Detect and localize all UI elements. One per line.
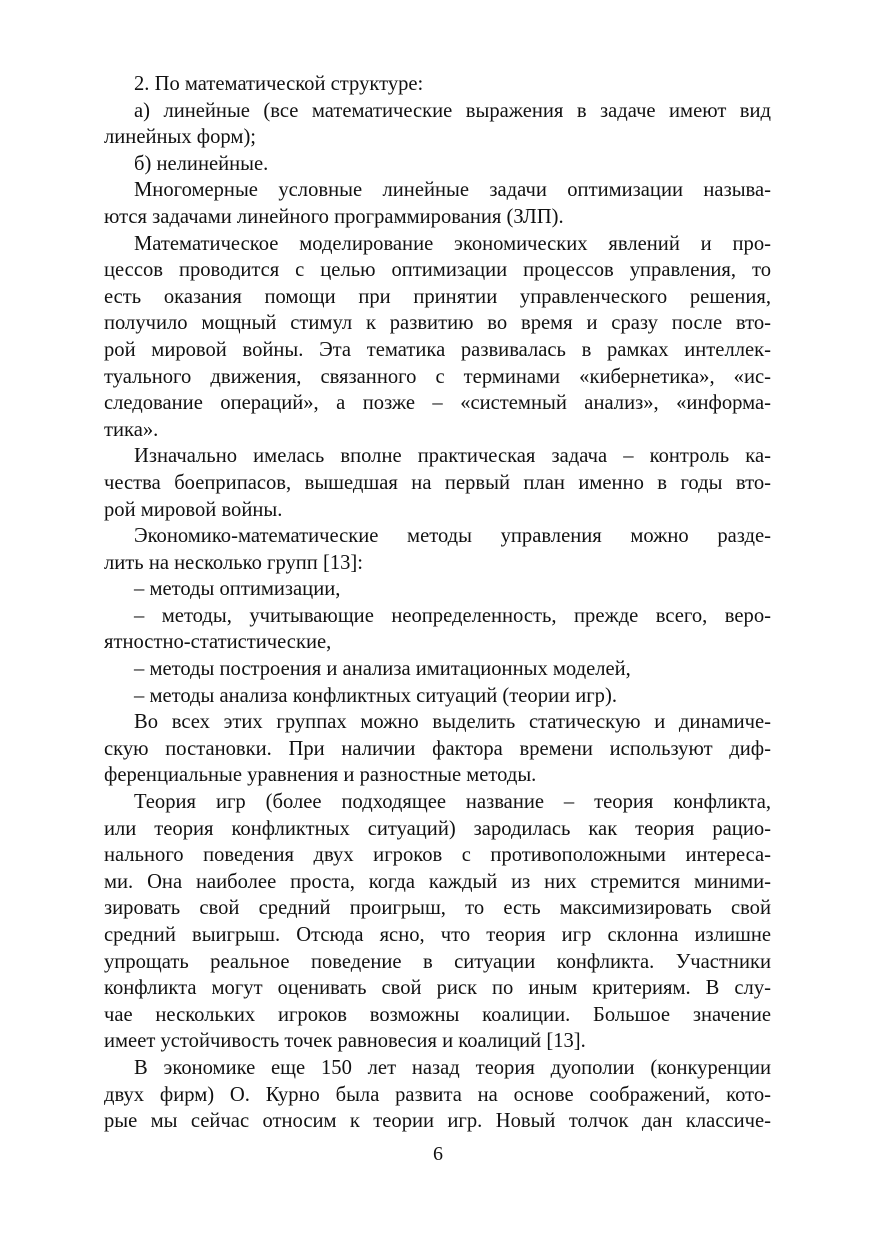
text-line: Математическое моделирование экономических явлений и про- [134, 232, 771, 255]
text-line: рые мы сейчас относим к теории игр. Новый толчок дан классиче- [104, 1110, 771, 1133]
text-line: следование операций», а позже – «системный анализ», «информа- [104, 392, 771, 415]
text-line: ми. Она наиболее проста, когда каждый из них стремится миними- [104, 870, 771, 893]
text-line: – методы оптимизации, [134, 578, 341, 601]
text-line: Многомерные условные линейные задачи оптимизации называ- [134, 179, 771, 202]
text-line: рой мировой войны. Эта тематика развивалась в рамках интеллек- [104, 338, 771, 361]
text-line: Экономико-математические методы управления можно разде- [134, 525, 771, 548]
text-line: б) нелинейные. [134, 152, 269, 175]
text-line: рой мировой войны. [104, 498, 283, 521]
text-line: получило мощный стимул к развитию во время и сразу после вто- [104, 312, 771, 335]
text-line: Изначально имелась вполне практическая задача – контроль ка- [134, 445, 771, 468]
text-line: ятностно-статистические, [104, 631, 332, 654]
text-line: упрощать реальное поведение в ситуации конфликта. Участники [104, 950, 771, 973]
text-line: тика». [104, 418, 159, 441]
text-line: – методы, учитывающие неопределенность, прежде всего, веро- [134, 604, 771, 627]
text-line: зировать свой средний проигрыш, то есть максимизировать свой [104, 897, 771, 920]
text-line: ференциальные уравнения и разностные методы. [104, 764, 537, 787]
text-line: есть оказания помощи при принятии управленческого решения, [104, 285, 771, 308]
text-line: цессов проводится с целью оптимизации процессов управления, то [104, 259, 771, 282]
text-line: имеет устойчивость точек равновесия и коалиций [13]. [104, 1030, 586, 1053]
text-line: средний выигрыш. Отсюда ясно, что теория игр склонна излишне [104, 924, 771, 946]
text-line: нального поведения двух игроков с противоположными интереса- [104, 844, 771, 867]
text-line: скую постановки. При наличии фактора времени используют диф- [104, 737, 771, 760]
text-line: туального движения, связанного с терминами «кибернетика», «ис- [104, 365, 771, 388]
text-line: ются задачами линейного программирования (ЗЛП). [104, 205, 564, 228]
text-line: чае нескольких игроков возможны коалиции. Большое значение [104, 1003, 771, 1026]
text-line: 2. По математической структуре: [134, 73, 424, 95]
text-line: конфликта могут оценивать свой риск по иным критериям. В слу- [104, 977, 771, 1000]
text-line: лить на несколько групп [13]: [104, 551, 364, 574]
text-line: чества боеприпасов, вышедшая на первый план именно в годы вто- [104, 471, 771, 494]
text-line: Во всех этих группах можно выделить статическую и динамиче- [134, 711, 771, 734]
text-line: В экономике еще 150 лет назад теория дуополии (конкуренции [134, 1056, 771, 1079]
text-line: двух фирм) О. Курно была развита на основе соображений, кото- [104, 1083, 771, 1106]
text-line: Теория игр (более подходящее название – теория конфликта, [134, 791, 771, 814]
text-line: – методы анализа конфликтных ситуаций (теории игр). [134, 684, 617, 707]
text-line: а) линейные (все математические выражения в задаче имеют вид [134, 99, 771, 122]
page-number: 6 [433, 1143, 443, 1165]
text-line: или теория конфликтных ситуаций) зародилась как теория рацио- [104, 817, 771, 840]
text-line: линейных форм); [104, 126, 257, 149]
text-line: – методы построения и анализа имитационных моделей, [134, 658, 631, 681]
body-text [104, 71, 771, 1135]
